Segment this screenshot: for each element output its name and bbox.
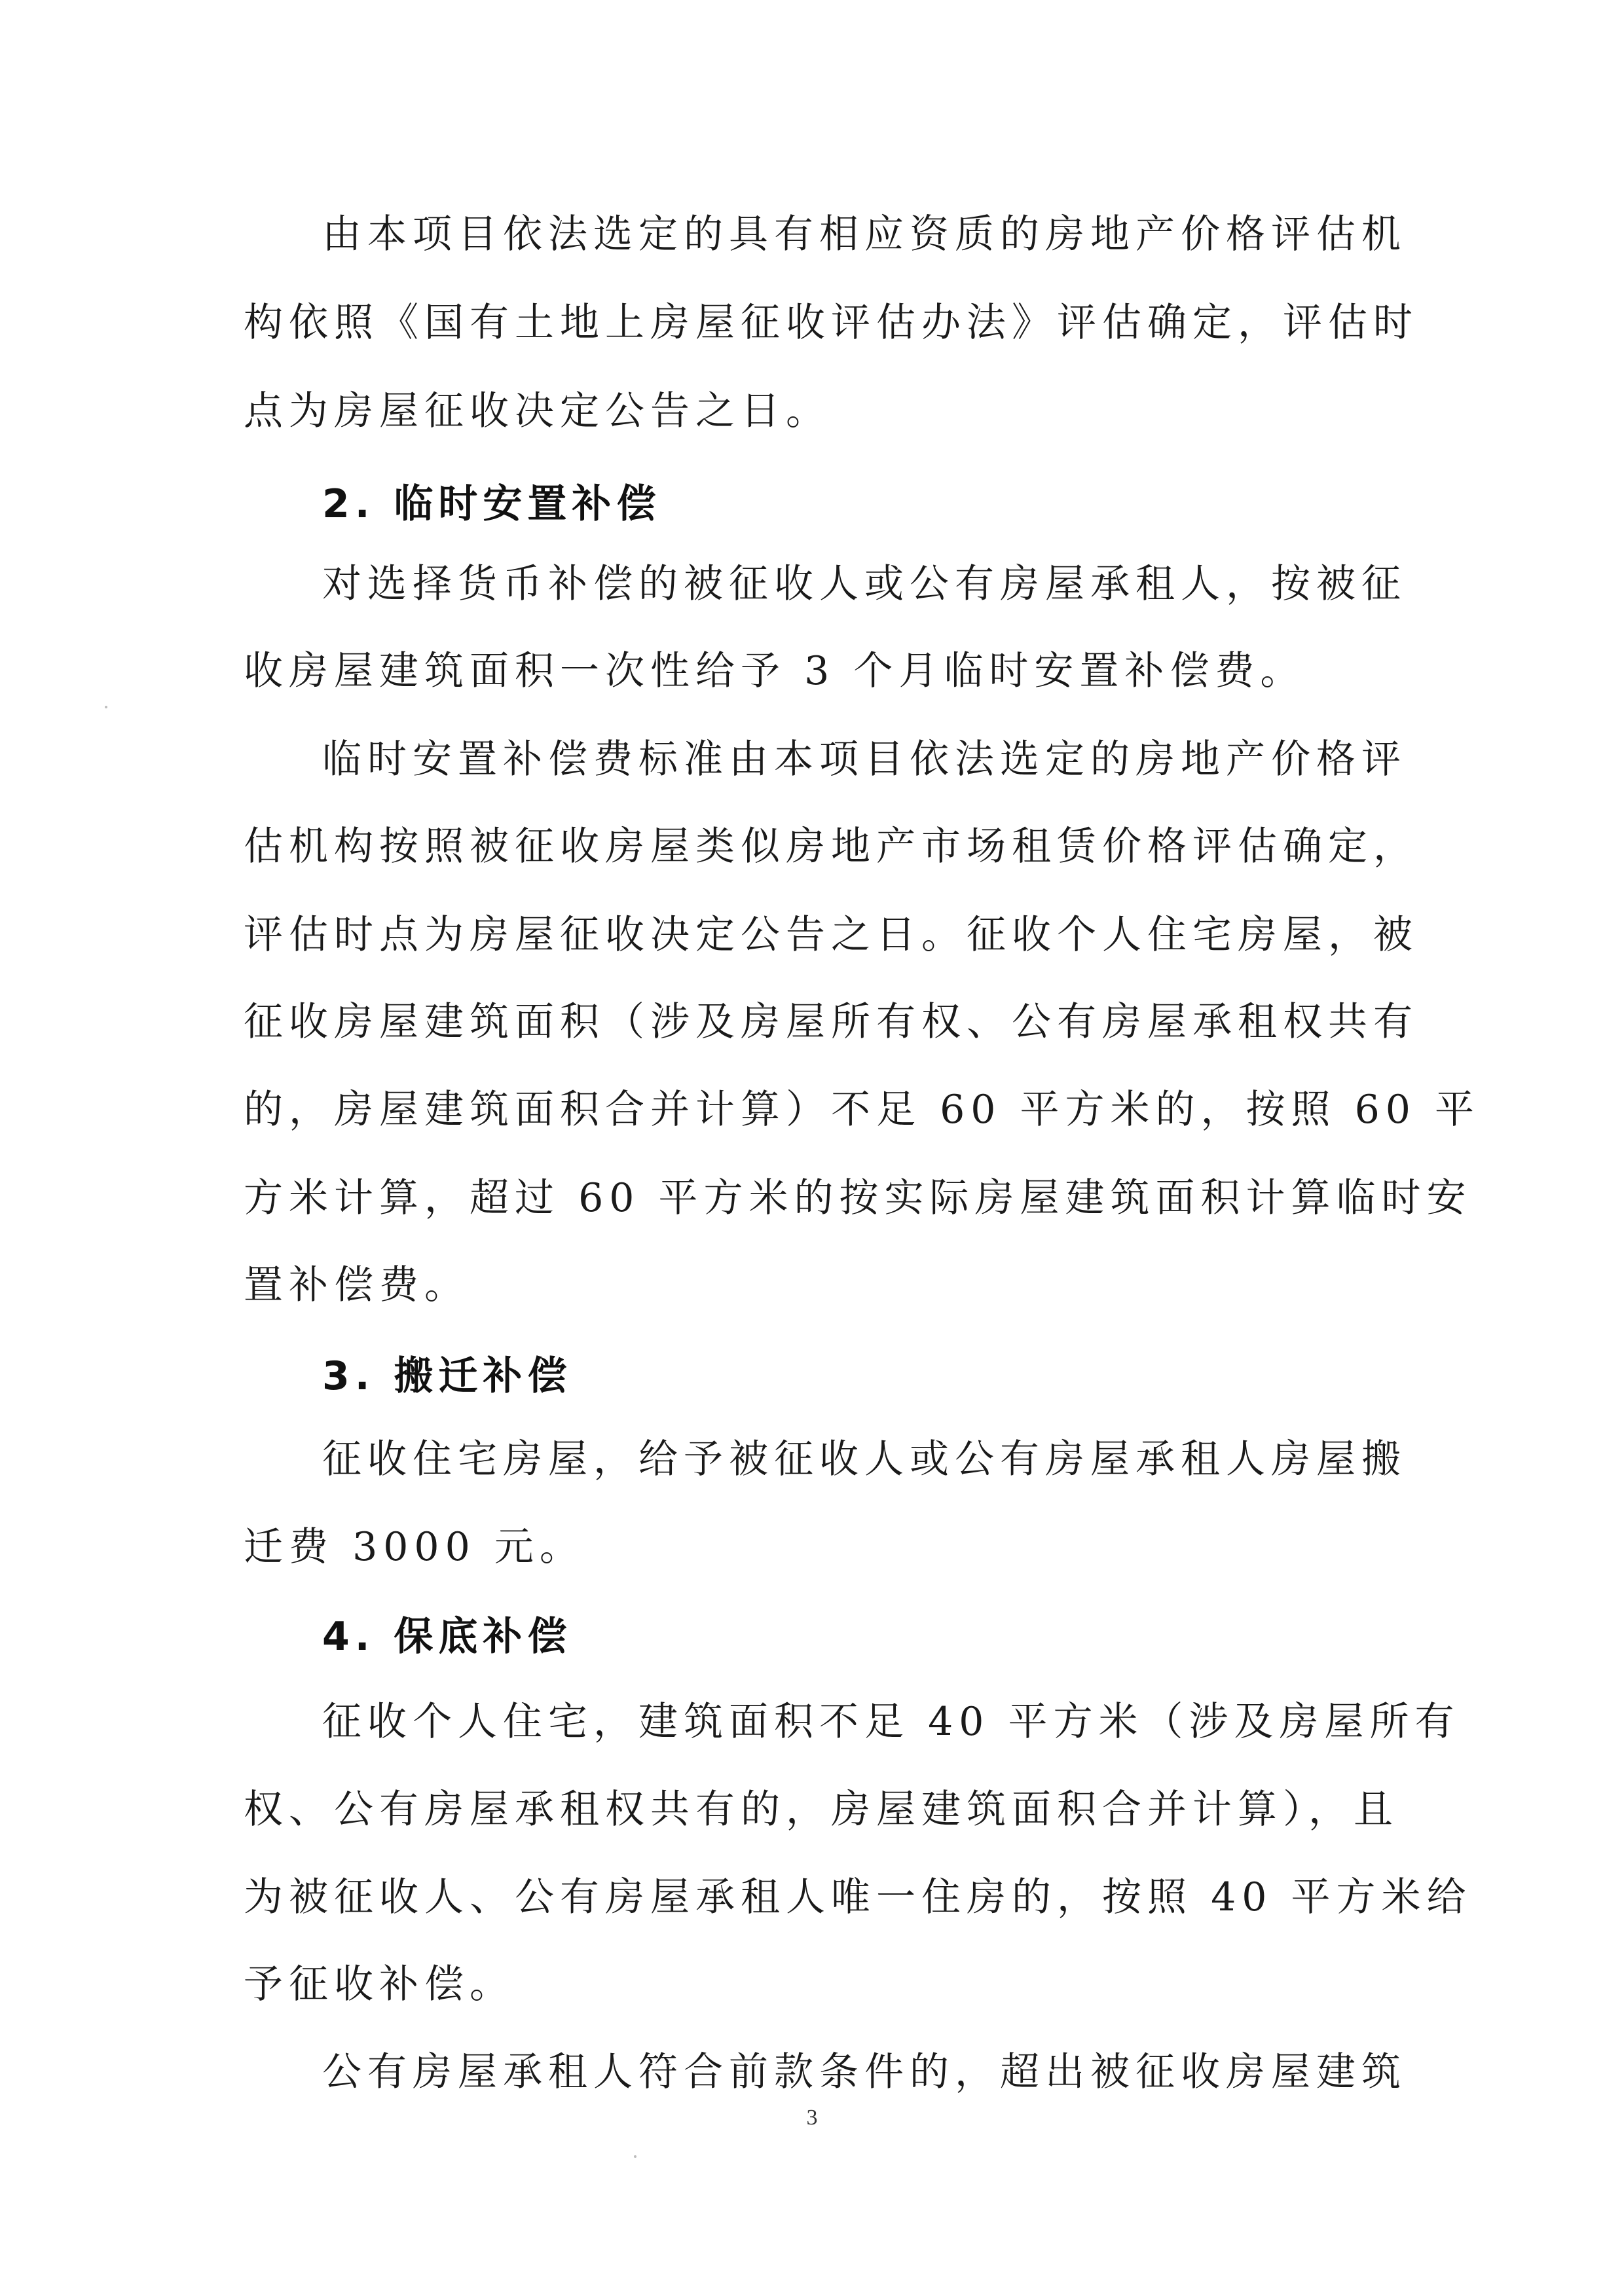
body-text-line: 征收房屋建筑面积（涉及房屋所有权、公有房屋承租权共有 xyxy=(244,999,1418,1045)
scan-speck xyxy=(105,706,107,708)
body-text-line: 对选择货币补偿的被征收人或公有房屋承租人，按被征 xyxy=(322,561,1407,607)
page-number: 3 xyxy=(806,2105,818,2130)
body-text-line: 方米计算，超过 60 平方米的按实际房屋建筑面积计算临时安 xyxy=(244,1175,1472,1221)
body-text-line: 权、公有房屋承租权共有的，房屋建筑面积合并计算），且 xyxy=(244,1787,1399,1832)
body-text-line: 收房屋建筑面积一次性给予 3 个月临时安置补偿费。 xyxy=(244,648,1306,694)
body-text-line: 由本项目依法选定的具有相应资质的房地产价格评估机 xyxy=(322,211,1407,257)
scan-speck xyxy=(634,2155,637,2158)
body-text-line: 征收个人住宅，建筑面积不足 40 平方米（涉及房屋所有 xyxy=(322,1699,1460,1745)
body-text-line: 构依照《国有土地上房屋征收评估办法》评估确定，评估时 xyxy=(244,300,1418,346)
body-text-line: 为被征收人、公有房屋承租人唯一住房的，按照 40 平方米给 xyxy=(244,1874,1472,1920)
body-text-line: 估机构按照被征收房屋类似房地产市场租赁价格评估确定， xyxy=(244,824,1418,869)
body-text-line: 点为房屋征收决定公告之日。 xyxy=(244,388,831,434)
body-text-line: 的，房屋建筑面积合并计算）不足 60 平方米的，按照 60 平 xyxy=(244,1087,1480,1133)
body-text-line: 迁费 3000 元。 xyxy=(244,1524,585,1570)
body-text-line: 予征收补偿。 xyxy=(244,1961,515,2007)
body-text-line: 临时安置补偿费标准由本项目依法选定的房地产价格评 xyxy=(322,737,1407,782)
body-text-line: 评估时点为房屋征收决定公告之日。征收个人住宅房屋，被 xyxy=(244,912,1418,958)
body-text-line: 征收住宅房屋，给予被征收人或公有房屋承租人房屋搬 xyxy=(322,1436,1407,1482)
section-heading: 3. 搬迁补偿 xyxy=(322,1353,572,1399)
body-text-line: 置补偿费。 xyxy=(244,1262,470,1308)
section-heading: 2. 临时安置补偿 xyxy=(322,481,661,527)
body-text-line: 公有房屋承租人符合前款条件的，超出被征收房屋建筑 xyxy=(322,2049,1407,2095)
section-heading: 4. 保底补偿 xyxy=(322,1614,572,1660)
